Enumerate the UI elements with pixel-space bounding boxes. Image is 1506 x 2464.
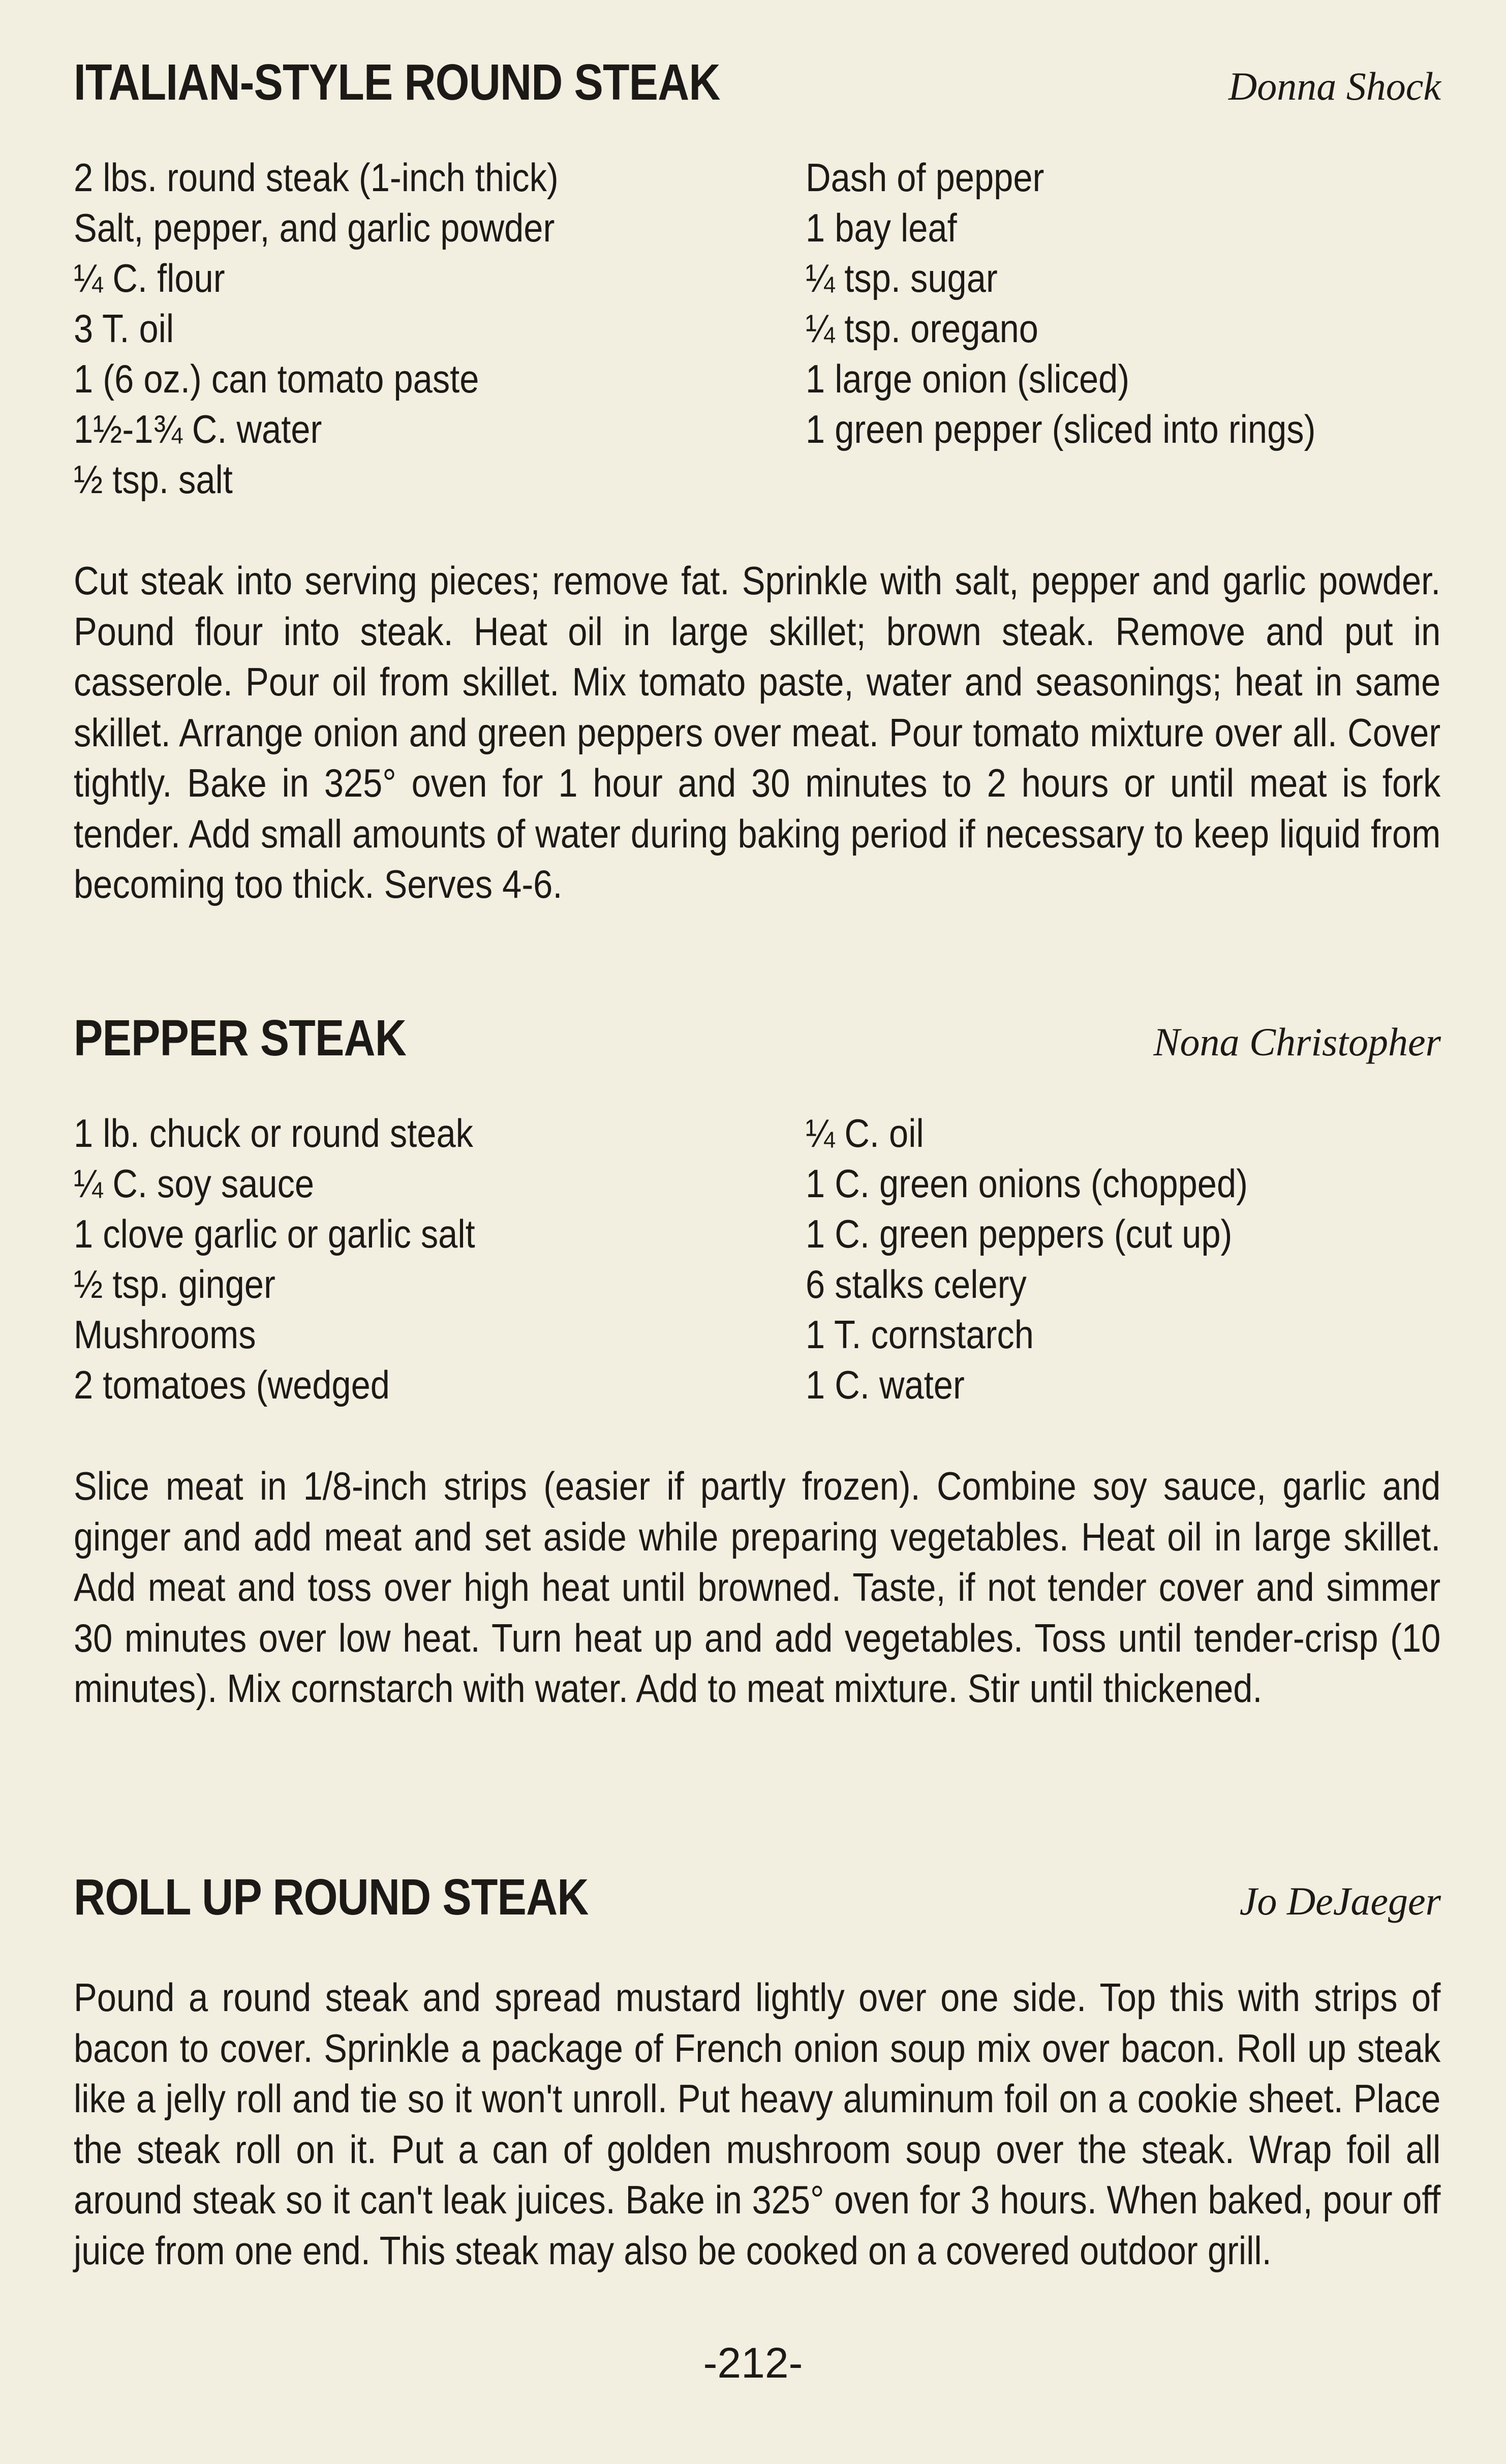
ingredient: ¼ tsp. oregano [806, 306, 1038, 351]
ingredient: ¼ C. oil [806, 1111, 924, 1155]
ingredient: ½ tsp. salt [74, 457, 233, 502]
ingredient: Mushrooms [74, 1312, 256, 1357]
ingredient: 1 clove garlic or garlic salt [74, 1211, 475, 1256]
ingredient: ¼ C. soy sauce [74, 1161, 315, 1206]
recipe-title: PEPPER STEAK [74, 1010, 406, 1067]
recipe-directions: Cut steak into serving pieces; remove fat. Sprinkle with salt, pepper and garlic powder. Pound flour into steak. Heat oil in large skillet; brown steak. Remove and put in casserole. Pour oil from skillet. Mix tomato paste, water and seasonings; heat in same skillet. Arrange onion and green peppers over meat. Pour tomato mixture over all. Cover tightly. Bake in 325° oven for 1 hour and 30 minutes to 2 hours or until meat is fork tender. Add small amounts of water during baking period if necessary to keep liquid from becoming too thick. Serves 4-6. [74, 558, 1441, 906]
cookbook-page [74, 53, 1441, 2273]
ingredient-column-right [806, 153, 1441, 505]
ingredient: 1 C. green peppers (cut up) [806, 1211, 1233, 1256]
ingredient: 2 tomatoes (wedged [74, 1362, 390, 1407]
ingredient: 1 (6 oz.) can tomato paste [74, 356, 479, 401]
ingredient-list [74, 1108, 1441, 1410]
ingredient: 6 stalks celery [806, 1262, 1027, 1306]
ingredient: 1 green pepper (sliced into rings) [806, 407, 1316, 451]
recipe-roll-up-round-steak [74, 1868, 1441, 2316]
ingredient: 1 lb. chuck or round steak [74, 1111, 473, 1155]
recipe-header [74, 1009, 1441, 1068]
ingredient: 1 C. green onions (chopped) [806, 1161, 1248, 1206]
ingredient: ¼ C. flour [74, 256, 225, 300]
page-number: -212- [703, 2339, 803, 2387]
recipe-title: ROLL UP ROUND STEAK [74, 1869, 589, 1926]
recipe-author: Jo DeJaeger [1239, 1879, 1441, 1923]
ingredient-column-left [74, 153, 806, 505]
recipe-pepper-steak [74, 1009, 1441, 1754]
ingredient: 1 bay leaf [806, 205, 957, 250]
recipe-author: Donna Shock [1228, 64, 1441, 108]
recipe-title: ITALIAN-STYLE ROUND STEAK [74, 54, 720, 111]
ingredient-column-left [74, 1108, 806, 1410]
ingredient: 1½-1¾ C. water [74, 407, 322, 451]
recipe-header [74, 53, 1441, 112]
ingredient-list [74, 153, 1441, 505]
ingredient: 3 T. oil [74, 306, 174, 351]
recipe-header [74, 1868, 1441, 1927]
recipe-directions: Pound a round steak and spread mustard lightly over one side. Top this with strips of bacon to cover. Sprinkle a package of French onion soup mix over bacon. Roll up steak like a jelly roll and tie so it won't unroll. Put heavy aluminum foil on a cookie sheet. Place the steak roll on it. Put a can of golden mushroom soup over the steak. Wrap foil all around steak so it can't leak juices. Bake in 325° oven for 3 hours. When baked, pour off juice from one end. This steak may also be cooked on a covered outdoor grill. [74, 1975, 1441, 2273]
ingredient: Dash of pepper [806, 155, 1044, 200]
recipe-directions: Slice meat in 1/8-inch strips (easier if partly frozen). Combine soy sauce, garlic and ginger and add meat and set aside while preparing vegetables. Heat oil in large skillet. Add meat and toss over high heat until browned. Taste, if not tender cover and simmer 30 minutes over low heat. Turn heat up and add vegetables. Toss until tender-crisp (10 minutes). Mix cornstarch with water. Add to meat mixture. Stir until thickened. [74, 1464, 1441, 1711]
recipe-author: Nona Christopher [1153, 1020, 1441, 1064]
ingredient: 1 large onion (sliced) [806, 356, 1130, 401]
ingredient-column-right [806, 1108, 1441, 1410]
ingredient: 1 C. water [806, 1362, 965, 1407]
ingredient: ½ tsp. ginger [74, 1262, 275, 1306]
ingredient: 2 lbs. round steak (1-inch thick) [74, 155, 559, 200]
ingredient: 1 T. cornstarch [806, 1312, 1034, 1357]
ingredient: ¼ tsp. sugar [806, 256, 998, 300]
recipe-italian-style-round-steak [74, 53, 1441, 910]
ingredient: Salt, pepper, and garlic powder [74, 205, 555, 250]
